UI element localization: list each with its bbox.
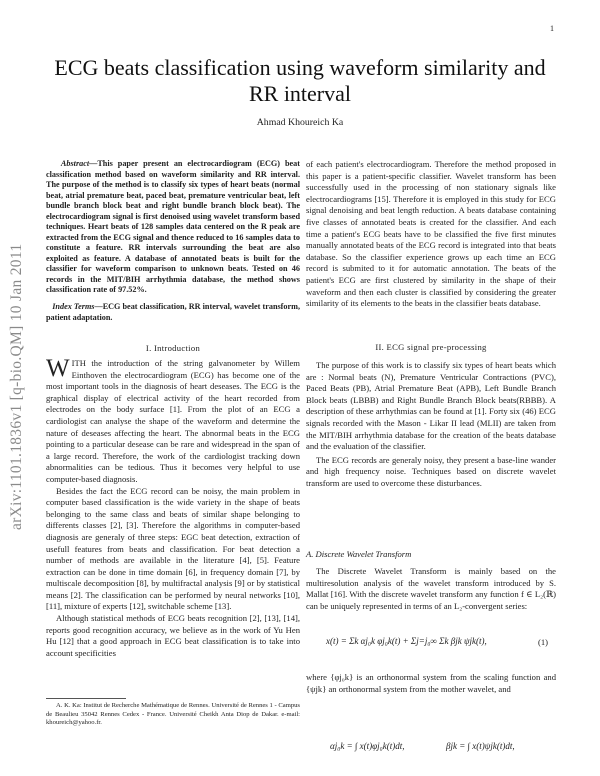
intro-continuation [306, 159, 556, 310]
section-heading-preprocessing: II. ECG signal pre-processing [375, 342, 487, 352]
index-terms [46, 302, 300, 323]
page-number: 1 [550, 24, 554, 33]
author-footnote: A. K. Ka: Institut de Recherche Mathématique de Rennes. Université de Rennes 1 - Campus de Beaulieu 35042 Rennes Cedex - France. Université Cheikh Anta Diop de Dakar. e-mail: khoureich@yahoo.fr. [46, 702, 300, 727]
preprocessing-body [306, 360, 556, 490]
paper-title: ECG beats classification using waveform similarity and RR interval [54, 55, 546, 106]
introduction-body [46, 355, 300, 659]
equation-1-rhs: Σk αj₀k φj₀k(t) + Σj=j₀∞ Σk βjk ψjk(t), [349, 636, 487, 646]
footnote-rule [46, 698, 126, 699]
arxiv-identifier: arXiv:1101.1836v1 [q-bio.QM] 10 Jan 2011 [8, 243, 25, 530]
dwt-paragraph-2: where {φj₀k} is an orthonormal system from the scaling function and {ψjk} an orthonormal system from the mother wavelet, and [306, 672, 556, 694]
preprocessing-paragraph-1: The purpose of this work is to classify six types of heart beats which are : Normal beats (N), Premature Ventricular Contractions (PVC), Paced Beats (PB), Atrial Premature Beat (APB), Left Bundle Branch Block beats (LBBB) and Right Bundle Branch Block beats(RBBB). A description of these arrhythmias can be found at [1]. Forty six (46) ECG signals recorded with the Mason - Likar II lead (MLII) are taken from the MIT/BIH arrhythmia database for the creation of the beats database and the evaluation of the classifier. [306, 360, 556, 452]
index-terms-text: —ECG beat classification, RR interval, wavelet transform, patient adaptation. [46, 302, 301, 322]
abstract [46, 159, 300, 296]
intro-paragraph-3: Although statistical methods of ECG beats recognition [2], [13], [14], reports good recognition accuracy, we believe as in the work of Yu Hen Hu [12] that a good approach in ECG beat classification is to take into account specificities [46, 613, 300, 658]
intro-paragraph-2: Besides the fact the ECG record can be noisy, the main problem in computer based classification is the wide variety in the shape of beats belonging to the same class and beats of similar shape belonging to differents classes [2], [3]. Therefore the algorithms in computer-based diagnosis are generaly of three steps: EGC beat detection, extraction of usefull features from beats and classification. For beat detection a number of methods are available in the literature [4], [5]. Feature extraction can be done in time domain [6], in frequency domain [7], by multiscale decomposition [8], by multifractal analysis [9] or by statistical means [2]. The classification can be performed by neural networks [10], [11], mixture of experts [12], switchable scheme [13]. [46, 485, 300, 612]
equation-2-beta: βjk = ∫ x(t)ψjk(t)dt, [446, 741, 515, 751]
section-heading-introduction: I. Introduction [145, 343, 201, 353]
dwt-paragraph-1: The Discrete Wavelet Transform is mainly based on the multiresolution analysis of the wavelet transform introduced by S. Mallat [16]. With the discrete wavelet transform any function f ∈ L₂(ℝ) can be uniquely represented in terms of an L₂-convergent series: [306, 566, 556, 611]
abstract-text: —This paper present an electrocardiogram (ECG) beat classification method based on waveform similarity and RR interval. The purpose of the method is to classify six types of heart beats (normal beat, atrial premature beat, paced beat, premature ventricular beat, left bundle branch block beat and right bundle branch block beat). The electrocardiogram signal is first denoised using wavelet transform based techniques. Heart beats of 128 samples data centered on the R peak are extracted from the ECG signal and thence reduced to 16 samples data to constitute a feature. RR intervals surrounding the beat are also exploited as feature. A database of annotated beats is built for the classifier for waveform comparison to unknown beats. Tested on 46 records in the MIT/BIH arrhythmia database, the method shows classification rate of 97.52%. [46, 159, 300, 294]
intro-paragraph-1: WITH the introduction of the string galvanometer by Willem Einthoven the electrocardiogram (ECG) has become one of the most important tools in the diagnosis of heart deseases. The ECG is the graphical display of electrical activity of the heart recorded from electrodes on the body surface [1]. From the plot of an ECG a cardiologist can analyse the shape of the waveform and determine the nature of deseases affecting the heart. The abnormal beats in the ECG pointing to a particular desease can be rare and widespread in the span of a large record. Therefore, the work of the cardiologist tracking down abnormalities can be tedious. Thus it becomes very helpful to use computer-based diagnosis. [46, 355, 300, 484]
drop-cap: W [46, 355, 70, 382]
equation-1 [326, 636, 487, 646]
preprocessing-paragraph-2: The ECG records are generaly noisy, they present a base-line wander and high frequency noise. Techniques based on discrete wavelet transform are used to overcome these disturbances. [306, 454, 556, 488]
index-terms-label: Index Terms [52, 302, 95, 311]
equation-1-number: (1) [538, 637, 549, 647]
subsection-heading-dwt: A. Discrete Wavelet Transform [306, 549, 412, 559]
equation-2-alpha: αj₀k = ∫ x(t)φj₀k(t)dt, [330, 741, 405, 751]
author-name: Ahmad Khoureich Ka [256, 117, 344, 128]
abstract-label: Abstract [60, 159, 90, 168]
intro-continuation-paragraph: of each patient's electrocardiogram. Therefore the method proposed in this paper is a patient-specific classifier. Wavelet transform has been successfully used in the processing of non stationary signals like electrocardiograms [15]. Therefore it is employed in this study for ECG signal denoising and beat length reduction. A beats database containing five classes of annotated beats is created for the classifier. And each time a patient's ECG beats have to be classified the five first minutes manually annotated beats of the ECG record is integrated into that beats database. So the classifier experience grows up each time an ECG record is submited to it for automatic annotation. The beats of the patient's ECG are first clustered by similarity in the shape of their waveform and then each cluster is classified by considering the greater similarity of its elements to the beats in the classifier beats database. [306, 159, 556, 309]
equation-1-lhs: x(t) = [326, 636, 350, 646]
